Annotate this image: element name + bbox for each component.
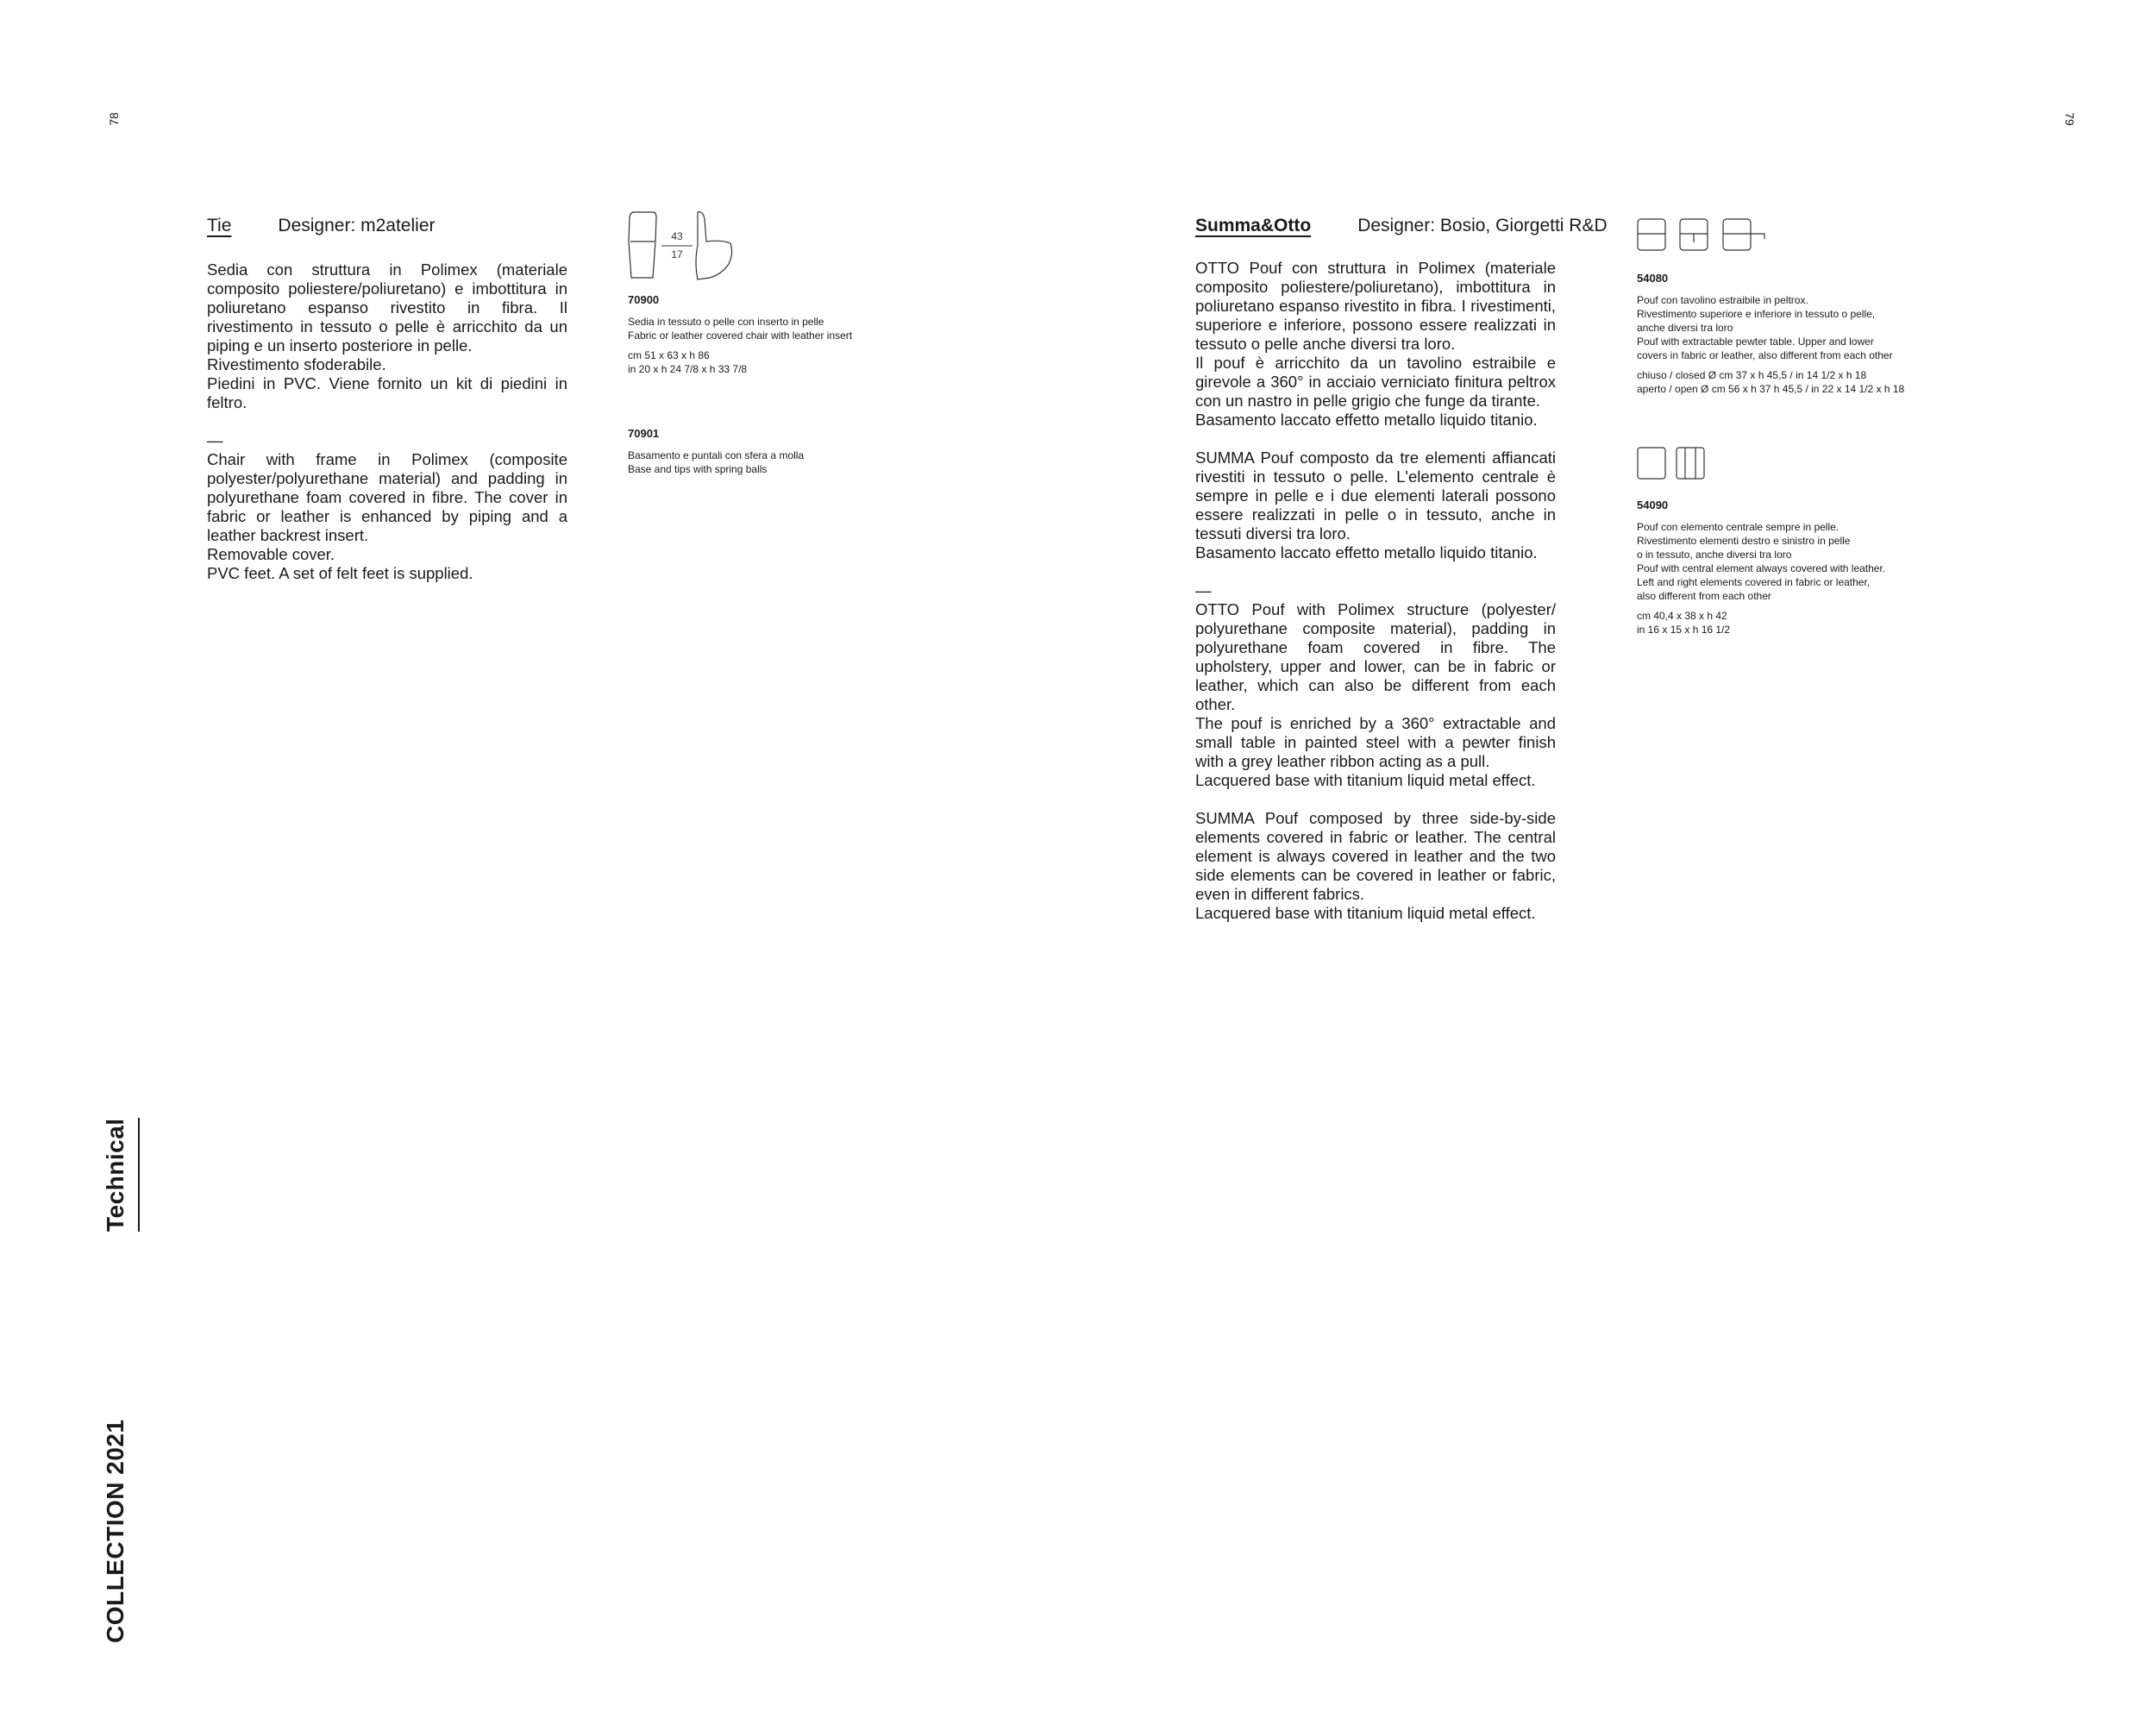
product-line: Sedia in tessuto o pelle con inserto in pelle [628,316,824,328]
product-description [1637,520,1947,637]
tie-it-paragraph: Piedini in PVC. Viene fornito un kit di piedini in feltro. [207,374,567,411]
summa-dash: — [1195,581,1212,599]
product-code: 70900 [628,293,660,306]
summa-en-paragraph: Lacquered base with titanium liquid metal effect. [1195,904,1536,922]
tie-section [207,216,567,583]
product-description [628,448,904,476]
product-line: o in tessuto, anche diversi tra loro [1637,549,1792,561]
product-description [1637,293,1947,396]
product-line: Pouf con elemento centrale sempre in pelle. [1637,521,1839,533]
tie-it-paragraph: Sedia con struttura in Polimex (materiale composito poliestere/poliuretano) e imbottitura in poliuretano espanso rivestito in fibra. Il rivestimento in tessuto o pelle è arricchito da un piping e un inserto posteriore in pelle. [207,260,567,354]
tie-product-70901 [628,427,904,476]
summa-it-paragraph: SUMMA Pouf composto da tre elementi affiancati rivestiti in tessuto o pelle. L'elemento centrale è sempre in pelle e i due elementi laterali possono essere realizzati in pelle o in tessuto, anche in tessuti diversi tra loro. [1195,448,1556,543]
tie-title: Tie [207,216,232,235]
summa-it-paragraph: Basamento laccato effetto metallo liquido titanio. [1195,411,1538,429]
product-line: Fabric or leather covered chair with leather insert [628,329,853,342]
summa-pouf-diagram [1637,447,1706,481]
collection-label: COLLECTION 2021 [102,1419,128,1643]
product-dimensions: cm 51 x 63 x h 86 [628,349,710,361]
tie-dash: — [207,431,223,449]
product-description [628,315,904,376]
otto-pouf-diagram [1637,218,1768,253]
summa-en-paragraph: SUMMA Pouf composed by three side-by-side elements covered in fabric or leather. The central element is always covered in leather and the two side elements can be covered in leather or fabric, even in different fabrics. [1195,809,1556,903]
product-line: covers in fabric or leather, also different from each other [1637,349,1893,361]
product-code: 70901 [628,427,660,440]
summa-heading-wrap [1195,216,1626,236]
product-line: Pouf with extractable pewter table. Upper and lower [1637,336,1874,348]
product-line: Rivestimento superiore e inferiore in tessuto o pelle, [1637,308,1876,320]
summa-it-paragraph: OTTO Pouf con struttura in Polimex (materiale composito poliestere/poliuretano), imbottitura in poliuretano espanso rivestito in fibra. I rivestimenti, superiore e inferiore, possono essere realizzati in tessuto o pelle anche diversi tra loro. [1195,259,1556,353]
product-dimensions: cm 40,4 x 38 x h 42 [1637,610,1727,622]
summa-en-paragraph: OTTO Pouf with Polimex structure (polyester/ polyurethane composite material), padding in polyurethane foam covered in fibre. The upholstery, upper and lower, can be in fabric or leather, which can also be different from each other. [1195,600,1556,713]
product-line: Pouf with central element always covered with leather. [1637,562,1886,574]
tie-en-paragraph: PVC feet. A set of felt feet is supplied. [207,564,473,582]
product-dimensions: chiuso / closed Ø cm 37 x h 45,5 / in 14 1/2 x h 18 [1637,369,1867,381]
technical-label: Technical [102,1118,140,1232]
tie-it-paragraph: Rivestimento sfoderabile. [207,355,386,373]
summa-product-54090 [1637,499,1947,637]
page-number-right: 79 [2062,112,2077,126]
product-code: 54090 [1637,499,1669,511]
summa-title: Summa&Otto [1195,216,1312,235]
tie-en-paragraph: Chair with frame in Polimex (composite polyester/polyurethane material) and padding in polyurethane foam covered in fibre. The cover in fabric or leather is enhanced by piping and a leather backrest insert. [207,450,567,544]
tie-diagram-bottom-label: 17 [671,248,683,260]
product-dimensions: in 20 x h 24 7/8 x h 33 7/8 [628,363,748,375]
product-dimensions: aperto / open Ø cm 56 x h 37 h 45,5 / in 22 x 14 1/2 x h 18 [1637,383,1905,395]
tie-en-paragraph: Removable cover. [207,545,335,563]
summa-it-paragraph: Basamento laccato effetto metallo liquido titanio. [1195,543,1538,561]
product-line: Base and tips with spring balls [628,463,768,475]
tie-heading [207,216,567,236]
tie-diagram-top-label: 43 [671,230,683,242]
product-code: 54080 [1637,272,1669,285]
summa-description [1195,259,1556,923]
page-number-left: 78 [106,112,121,126]
tie-designer: Designer: m2atelier [278,216,436,235]
summa-en-paragraph: The pouf is enriched by a 360° extractable and small table in painted steel with a pewter finish with a grey leather ribbon acting as a pull. [1195,714,1556,770]
tie-description [207,260,567,583]
product-line: Left and right elements covered in fabric or leather, [1637,576,1871,588]
summa-it-paragraph: Il pouf è arricchito da un tavolino estraibile e girevole a 360° in acciaio verniciato finitura peltrox con un nastro in pelle grigio che funge da tirante. [1195,354,1556,410]
tie-chair-diagram [627,210,756,281]
product-line: also different from each other [1637,590,1771,602]
summa-product-54080 [1637,272,1947,396]
product-line: anche diversi tra loro [1637,322,1733,334]
tie-product-70900 [628,293,904,376]
summa-heading [1195,216,1626,236]
product-line: Rivestimento elementi destro e sinistro in pelle [1637,535,1851,547]
summa-designer: Designer: Bosio, Giorgetti R&D [1357,216,1608,235]
summa-en-paragraph: Lacquered base with titanium liquid metal effect. [1195,771,1536,789]
product-dimensions: in 16 x 15 x h 16 1/2 [1637,624,1731,636]
product-line: Pouf con tavolino estraibile in peltrox. [1637,294,1808,306]
product-line: Basamento e puntali con sfera a molla [628,449,805,461]
